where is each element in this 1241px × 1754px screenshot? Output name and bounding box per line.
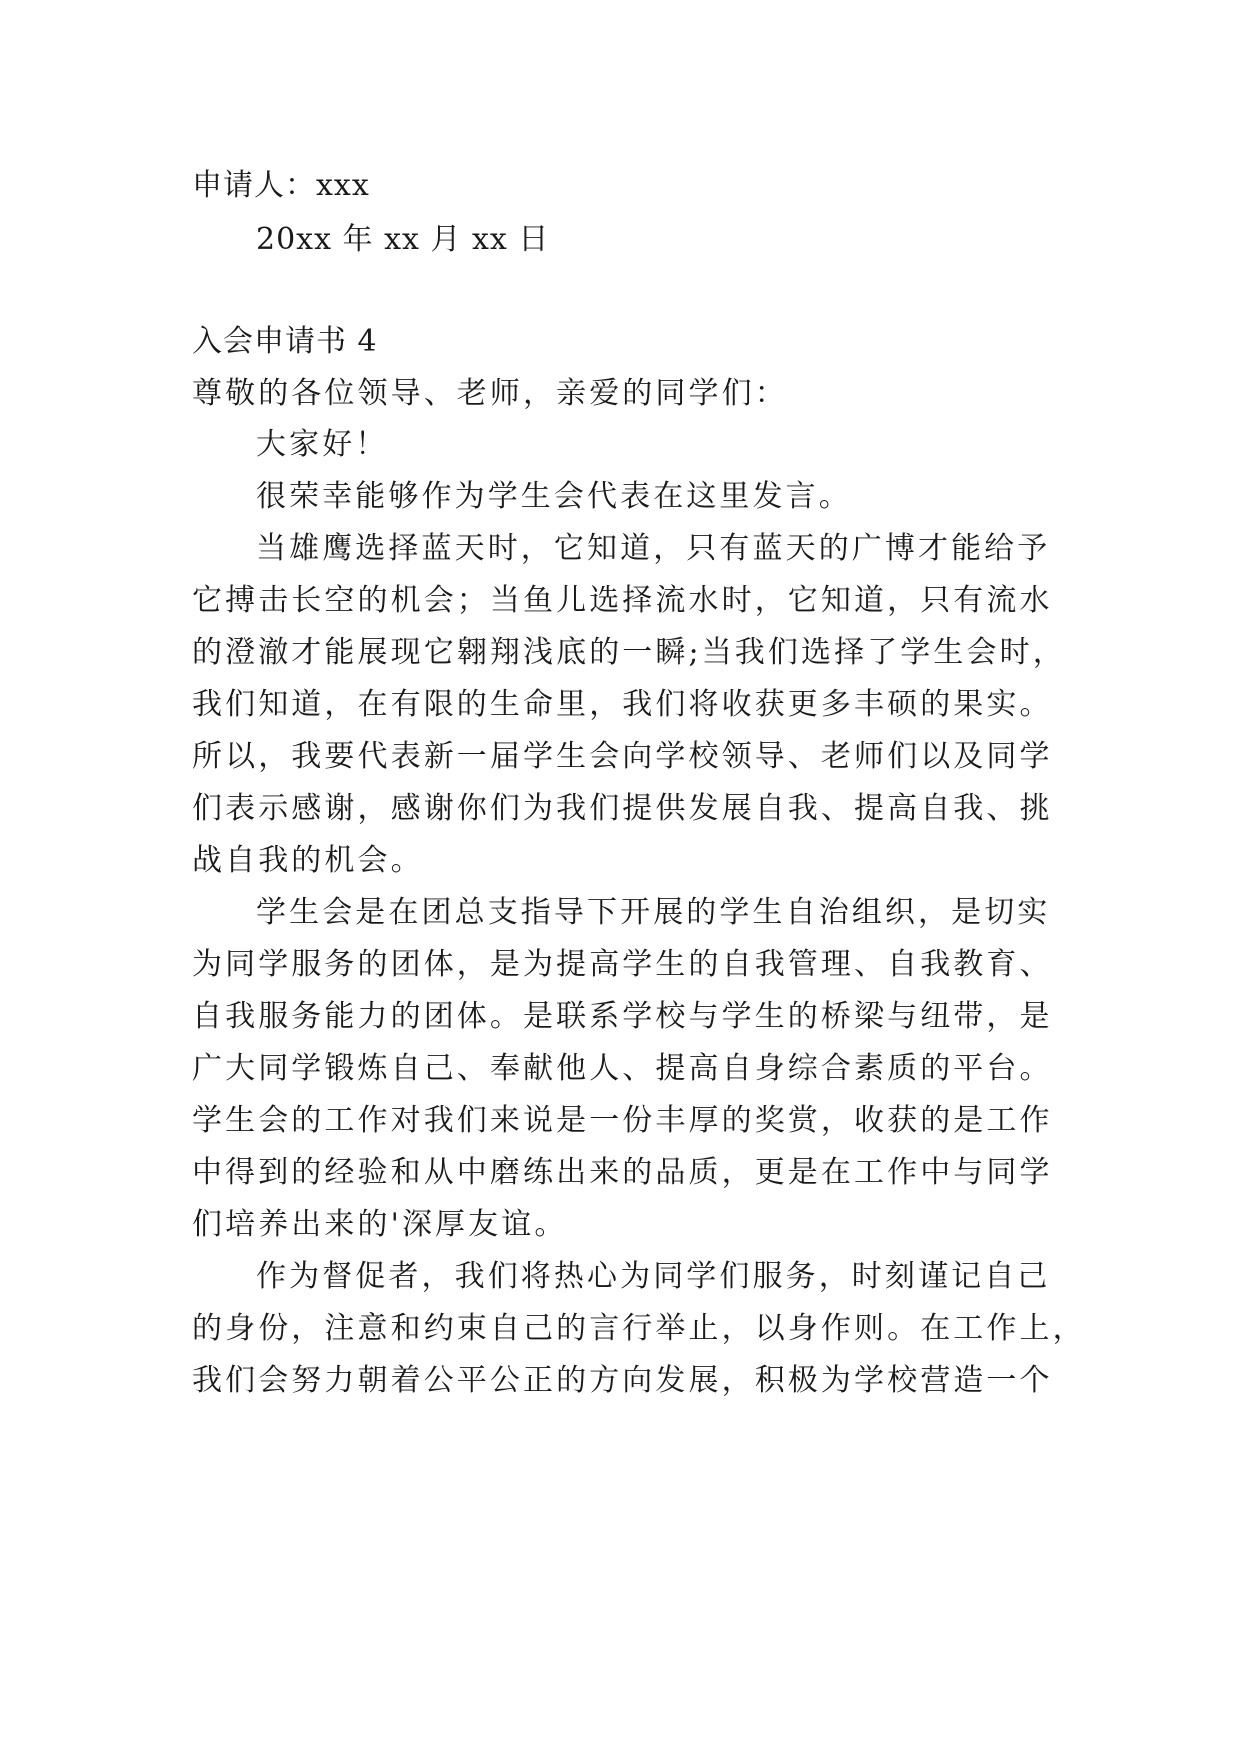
salutation: 尊敬的各位领导、老师，亲爱的同学们： xyxy=(192,376,788,411)
paragraph-line: 中得到的经验和从中磨练出来的品质，更是在工作中与同学 xyxy=(192,1155,1053,1190)
paragraph-line: 们培养出来的'深厚友谊。 xyxy=(192,1207,568,1242)
paragraph-line: 学生会是在团总支指导下开展的学生自治组织，是切实 xyxy=(256,895,1051,930)
applicant-line: 申请人：xxx xyxy=(192,168,370,203)
paragraph-line: 学生会的工作对我们来说是一份丰厚的奖赏，收获的是工作 xyxy=(192,1103,1053,1138)
paragraph-line: 们表示感谢，感谢你们为我们提供发展自我、提高自我、挑 xyxy=(192,791,1053,826)
paragraph-line: 广大同学锻炼自己、奉献他人、提高自身综合素质的平台。 xyxy=(192,1051,1053,1086)
letter-title: 入会申请书 4 xyxy=(192,324,378,359)
paragraph-line: 我们会努力朝着公平公正的方向发展，积极为学校营造一个 xyxy=(192,1363,1053,1398)
paragraph-line: 作为督促者，我们将热心为同学们服务，时刻谨记自己 xyxy=(256,1259,1051,1294)
paragraph-line: 为同学服务的团体，是为提高学生的自我管理、自我教育、 xyxy=(192,947,1053,982)
greeting: 大家好！ xyxy=(256,427,389,462)
paragraph-line: 的身份，注意和约束自己的言行举止，以身作则。在工作上， xyxy=(192,1311,1086,1346)
paragraph-line: 战自我的机会。 xyxy=(192,843,424,878)
paragraph-line: 的澄澈才能展现它翱翔浅底的一瞬;当我们选择了学生会时， xyxy=(192,635,1066,670)
paragraph-line: 很荣幸能够作为学生会代表在这里发言。 xyxy=(256,479,852,514)
paragraph-line: 它搏击长空的机会；当鱼儿选择流水时，它知道，只有流水 xyxy=(192,583,1053,618)
paragraph-line: 所以，我要代表新一届学生会向学校领导、老师们以及同学 xyxy=(192,739,1053,774)
date-line: 20xx 年 xx 月 xx 日 xyxy=(256,222,550,257)
paragraph-line: 当雄鹰选择蓝天时，它知道，只有蓝天的广博才能给予 xyxy=(256,531,1051,566)
paragraph-line: 我们知道，在有限的生命里，我们将收获更多丰硕的果实。 xyxy=(192,687,1053,722)
paragraph-line: 自我服务能力的团体。是联系学校与学生的桥梁与纽带，是 xyxy=(192,999,1053,1034)
